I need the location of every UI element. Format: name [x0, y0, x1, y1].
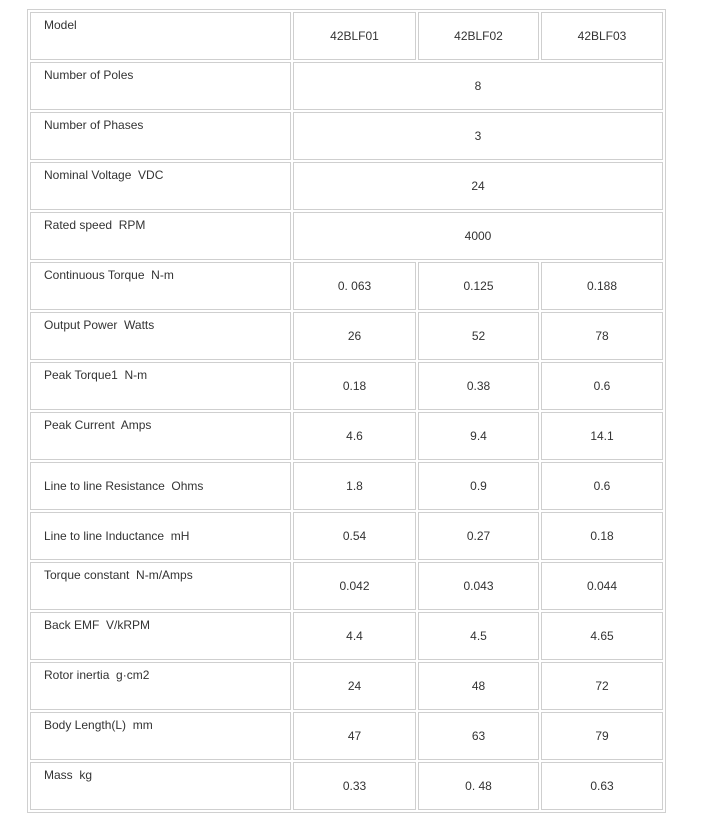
row-label: Line to line Inductance mH [30, 512, 291, 560]
row-label: Model [30, 12, 291, 60]
cell-value: 0.6 [541, 462, 663, 510]
cell-value: 3 [293, 112, 663, 160]
cell-value: 0.044 [541, 562, 663, 610]
table-row [30, 62, 663, 110]
cell-value: 42BLF02 [418, 12, 539, 60]
cell-value: 63 [418, 712, 539, 760]
row-label: Line to line Resistance Ohms [30, 462, 291, 510]
row-label: Peak Current Amps [30, 412, 291, 460]
cell-value: 24 [293, 162, 663, 210]
row-label: Peak Torque1 N-m [30, 362, 291, 410]
cell-value: 0.54 [293, 512, 416, 560]
table-row [30, 412, 663, 460]
table-row [30, 562, 663, 610]
cell-value: 1.8 [293, 462, 416, 510]
table-row [30, 12, 663, 60]
cell-value: 0.38 [418, 362, 539, 410]
cell-value: 8 [293, 62, 663, 110]
table-row [30, 312, 663, 360]
row-label: Rated speed RPM [30, 212, 291, 260]
cell-value: 42BLF03 [541, 12, 663, 60]
cell-value: 4.4 [293, 612, 416, 660]
table-row [30, 212, 663, 260]
table-row [30, 712, 663, 760]
cell-value: 42BLF01 [293, 12, 416, 60]
cell-value: 0.6 [541, 362, 663, 410]
table-row [30, 162, 663, 210]
row-label: Body Length(L) mm [30, 712, 291, 760]
cell-value: 78 [541, 312, 663, 360]
cell-value: 0. 48 [418, 762, 539, 810]
cell-value: 0.18 [541, 512, 663, 560]
table-row [30, 112, 663, 160]
row-label: Torque constant N-m/Amps [30, 562, 291, 610]
cell-value: 72 [541, 662, 663, 710]
cell-value: 0.33 [293, 762, 416, 810]
cell-value: 4000 [293, 212, 663, 260]
table-row [30, 612, 663, 660]
cell-value: 0.125 [418, 262, 539, 310]
cell-value: 0.9 [418, 462, 539, 510]
row-label: Rotor inertia g·cm2 [30, 662, 291, 710]
row-label: Mass kg [30, 762, 291, 810]
table-row [30, 362, 663, 410]
cell-value: 0.188 [541, 262, 663, 310]
cell-value: 79 [541, 712, 663, 760]
cell-value: 24 [293, 662, 416, 710]
cell-value: 52 [418, 312, 539, 360]
cell-value: 9.4 [418, 412, 539, 460]
table-row [30, 512, 663, 560]
row-label: Number of Phases [30, 112, 291, 160]
cell-value: 47 [293, 712, 416, 760]
row-label: Back EMF V/kRPM [30, 612, 291, 660]
cell-value: 4.6 [293, 412, 416, 460]
cell-value: 14.1 [541, 412, 663, 460]
cell-value: 4.65 [541, 612, 663, 660]
table-row [30, 762, 663, 810]
cell-value: 0. 063 [293, 262, 416, 310]
cell-value: 0.18 [293, 362, 416, 410]
cell-value: 0.63 [541, 762, 663, 810]
row-label: Output Power Watts [30, 312, 291, 360]
cell-value: 4.5 [418, 612, 539, 660]
row-label: Continuous Torque N-m [30, 262, 291, 310]
table-row [30, 262, 663, 310]
table-row [30, 662, 663, 710]
cell-value: 48 [418, 662, 539, 710]
table-row [30, 462, 663, 510]
cell-value: 0.042 [293, 562, 416, 610]
motor-spec-table [27, 9, 666, 813]
cell-value: 0.27 [418, 512, 539, 560]
row-label: Nominal Voltage VDC [30, 162, 291, 210]
cell-value: 0.043 [418, 562, 539, 610]
cell-value: 26 [293, 312, 416, 360]
row-label: Number of Poles [30, 62, 291, 110]
